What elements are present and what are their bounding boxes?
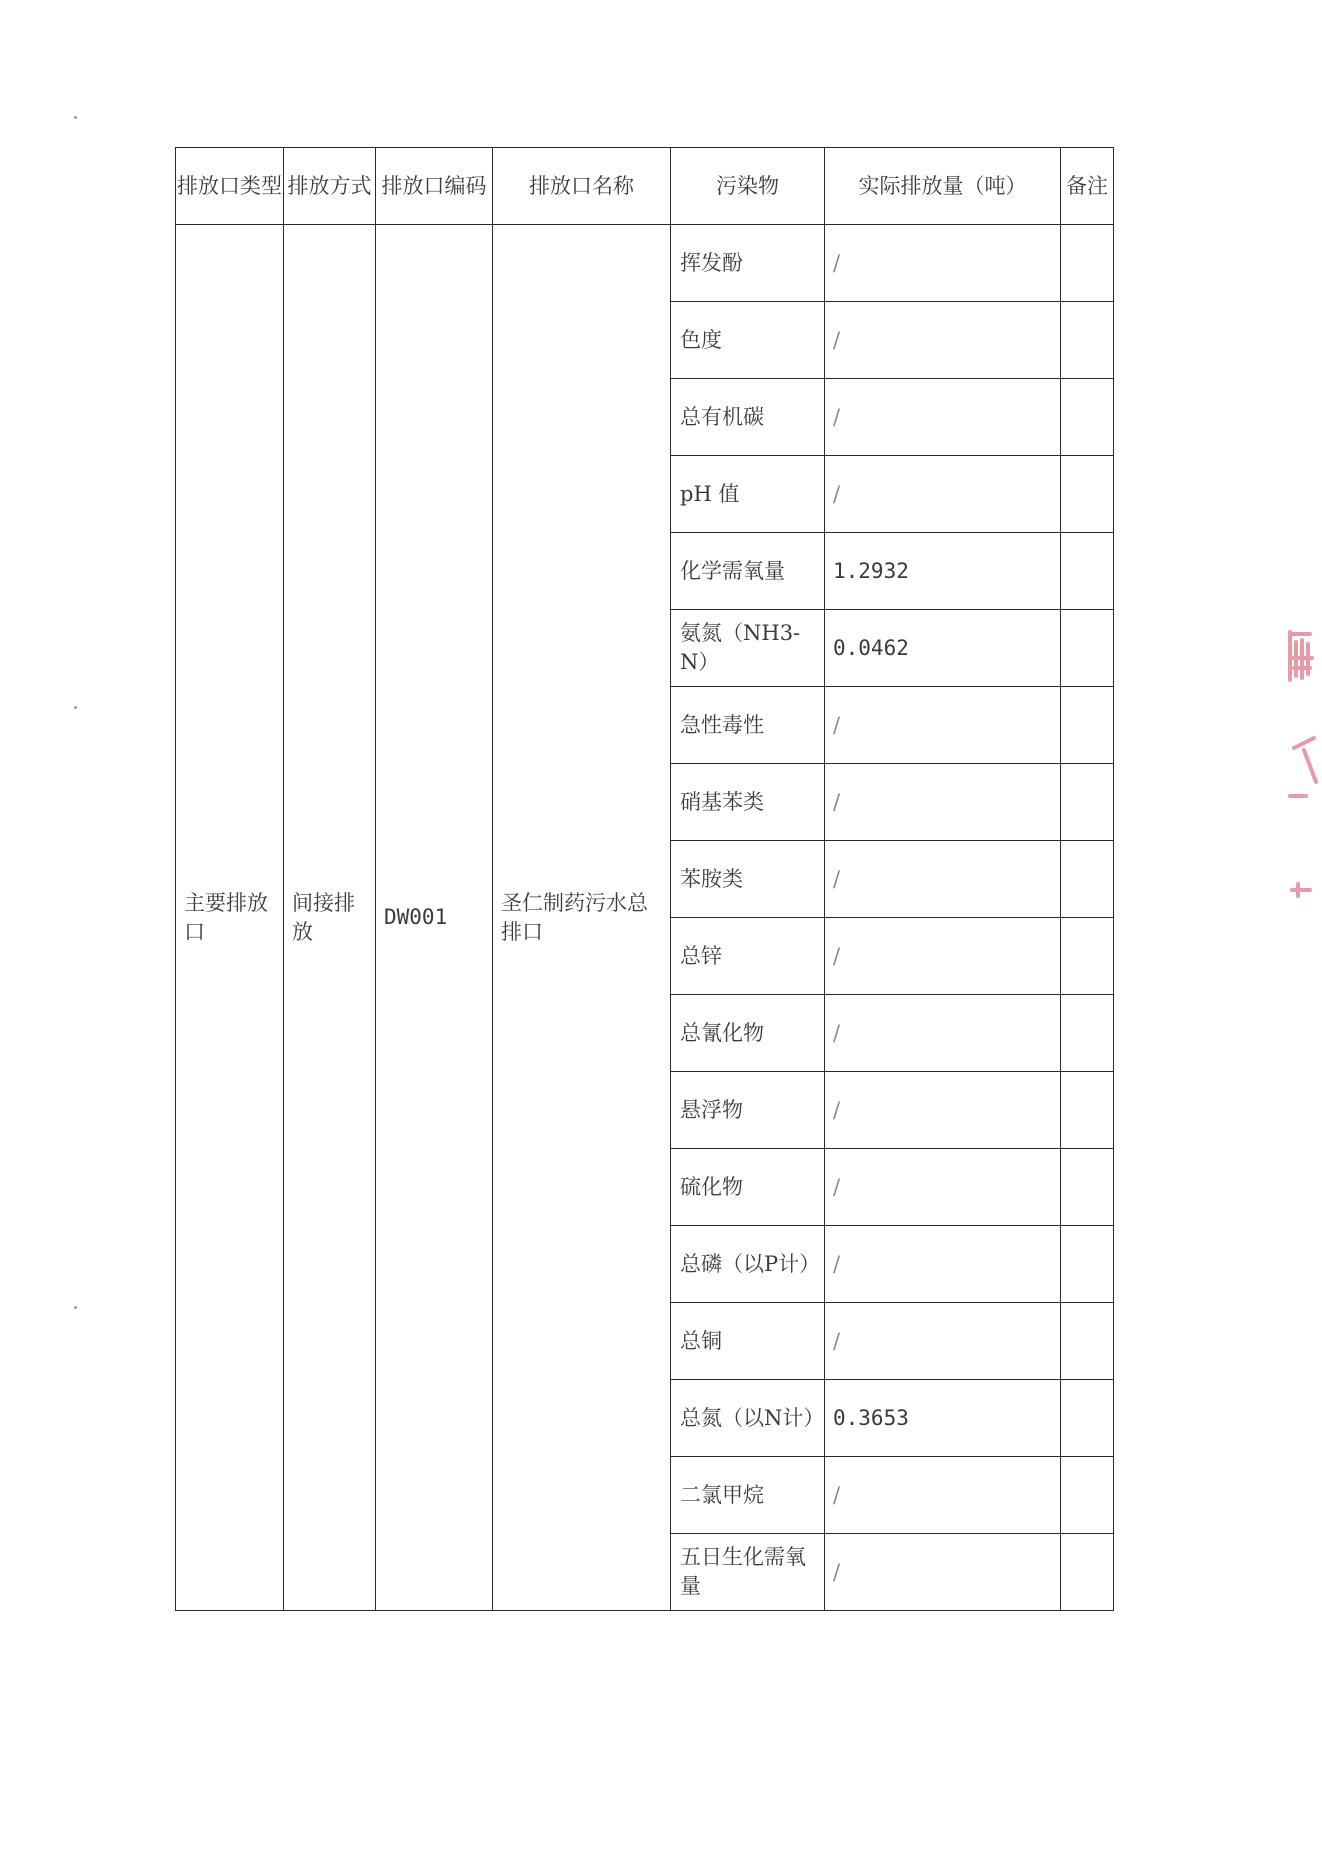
remark-cell: [1061, 1072, 1114, 1149]
header-discharge-method: 排放方式: [284, 148, 376, 225]
remark-cell: [1061, 1457, 1114, 1534]
remark-cell: [1061, 456, 1114, 533]
discharge-method-cell: 间接排放: [284, 225, 376, 1611]
amount-cell: /: [825, 1534, 1061, 1611]
pollutant-cell: 总有机碳: [671, 379, 825, 456]
header-remark: 备注: [1061, 148, 1114, 225]
amount-cell: /: [825, 687, 1061, 764]
remark-cell: [1061, 918, 1114, 995]
pollutant-cell: pH 值: [671, 456, 825, 533]
header-outlet-type: 排放口类型: [176, 148, 284, 225]
header-pollutant: 污染物: [671, 148, 825, 225]
remark-cell: [1061, 687, 1114, 764]
amount-cell: 0.3653: [825, 1380, 1061, 1457]
remark-cell: [1061, 995, 1114, 1072]
remark-cell: [1061, 533, 1114, 610]
pollutant-cell: 挥发酚: [671, 225, 825, 302]
amount-cell: 0.0462: [825, 610, 1061, 687]
table-body: [176, 225, 1114, 1611]
header-outlet-code: 排放口编码: [376, 148, 493, 225]
table-header-row: [176, 148, 1114, 225]
amount-cell: /: [825, 1226, 1061, 1303]
pollutant-cell: 五日生化需氧量: [671, 1534, 825, 1611]
pollutant-cell: 硫化物: [671, 1149, 825, 1226]
remark-cell: [1061, 1226, 1114, 1303]
pollutant-cell: 二氯甲烷: [671, 1457, 825, 1534]
amount-cell: /: [825, 1149, 1061, 1226]
remark-cell: [1061, 1149, 1114, 1226]
outlet-code-cell: DW001: [376, 225, 493, 1611]
remark-cell: [1061, 225, 1114, 302]
amount-cell: /: [825, 302, 1061, 379]
pollutant-cell: 总锌: [671, 918, 825, 995]
amount-cell: 1.2932: [825, 533, 1061, 610]
amount-cell: /: [825, 764, 1061, 841]
pollutant-cell: 化学需氧量: [671, 533, 825, 610]
scan-speck: [74, 1306, 77, 1309]
amount-cell: /: [825, 225, 1061, 302]
remark-cell: [1061, 610, 1114, 687]
remark-cell: [1061, 1303, 1114, 1380]
pollutant-cell: 氨氮（NH3-N）: [671, 610, 825, 687]
amount-cell: /: [825, 995, 1061, 1072]
header-actual-amount: 实际排放量（吨）: [825, 148, 1061, 225]
pollutant-cell: 总氰化物: [671, 995, 825, 1072]
pollutant-cell: 悬浮物: [671, 1072, 825, 1149]
seal-stamp-fragment: [1286, 620, 1322, 900]
remark-cell: [1061, 764, 1114, 841]
amount-cell: /: [825, 918, 1061, 995]
amount-cell: /: [825, 841, 1061, 918]
scan-speck: [74, 706, 77, 709]
amount-cell: /: [825, 1457, 1061, 1534]
emissions-table: [175, 147, 1114, 1611]
remark-cell: [1061, 841, 1114, 918]
amount-cell: /: [825, 456, 1061, 533]
amount-cell: /: [825, 379, 1061, 456]
pollutant-cell: 总铜: [671, 1303, 825, 1380]
pollutant-cell: 硝基苯类: [671, 764, 825, 841]
header-outlet-name: 排放口名称: [493, 148, 671, 225]
pollutant-cell: 急性毒性: [671, 687, 825, 764]
remark-cell: [1061, 379, 1114, 456]
amount-cell: /: [825, 1072, 1061, 1149]
remark-cell: [1061, 1534, 1114, 1611]
outlet-type-cell: 主要排放口: [176, 225, 284, 1611]
remark-cell: [1061, 302, 1114, 379]
amount-cell: /: [825, 1303, 1061, 1380]
pollutant-cell: 苯胺类: [671, 841, 825, 918]
remark-cell: [1061, 1380, 1114, 1457]
table-row: [176, 225, 1114, 302]
pollutant-cell: 总氮（以N计）: [671, 1380, 825, 1457]
pollutant-cell: 总磷（以P计）: [671, 1226, 825, 1303]
scan-speck: [74, 116, 77, 119]
pollutant-cell: 色度: [671, 302, 825, 379]
outlet-name-cell: 圣仁制药污水总排口: [493, 225, 671, 1611]
